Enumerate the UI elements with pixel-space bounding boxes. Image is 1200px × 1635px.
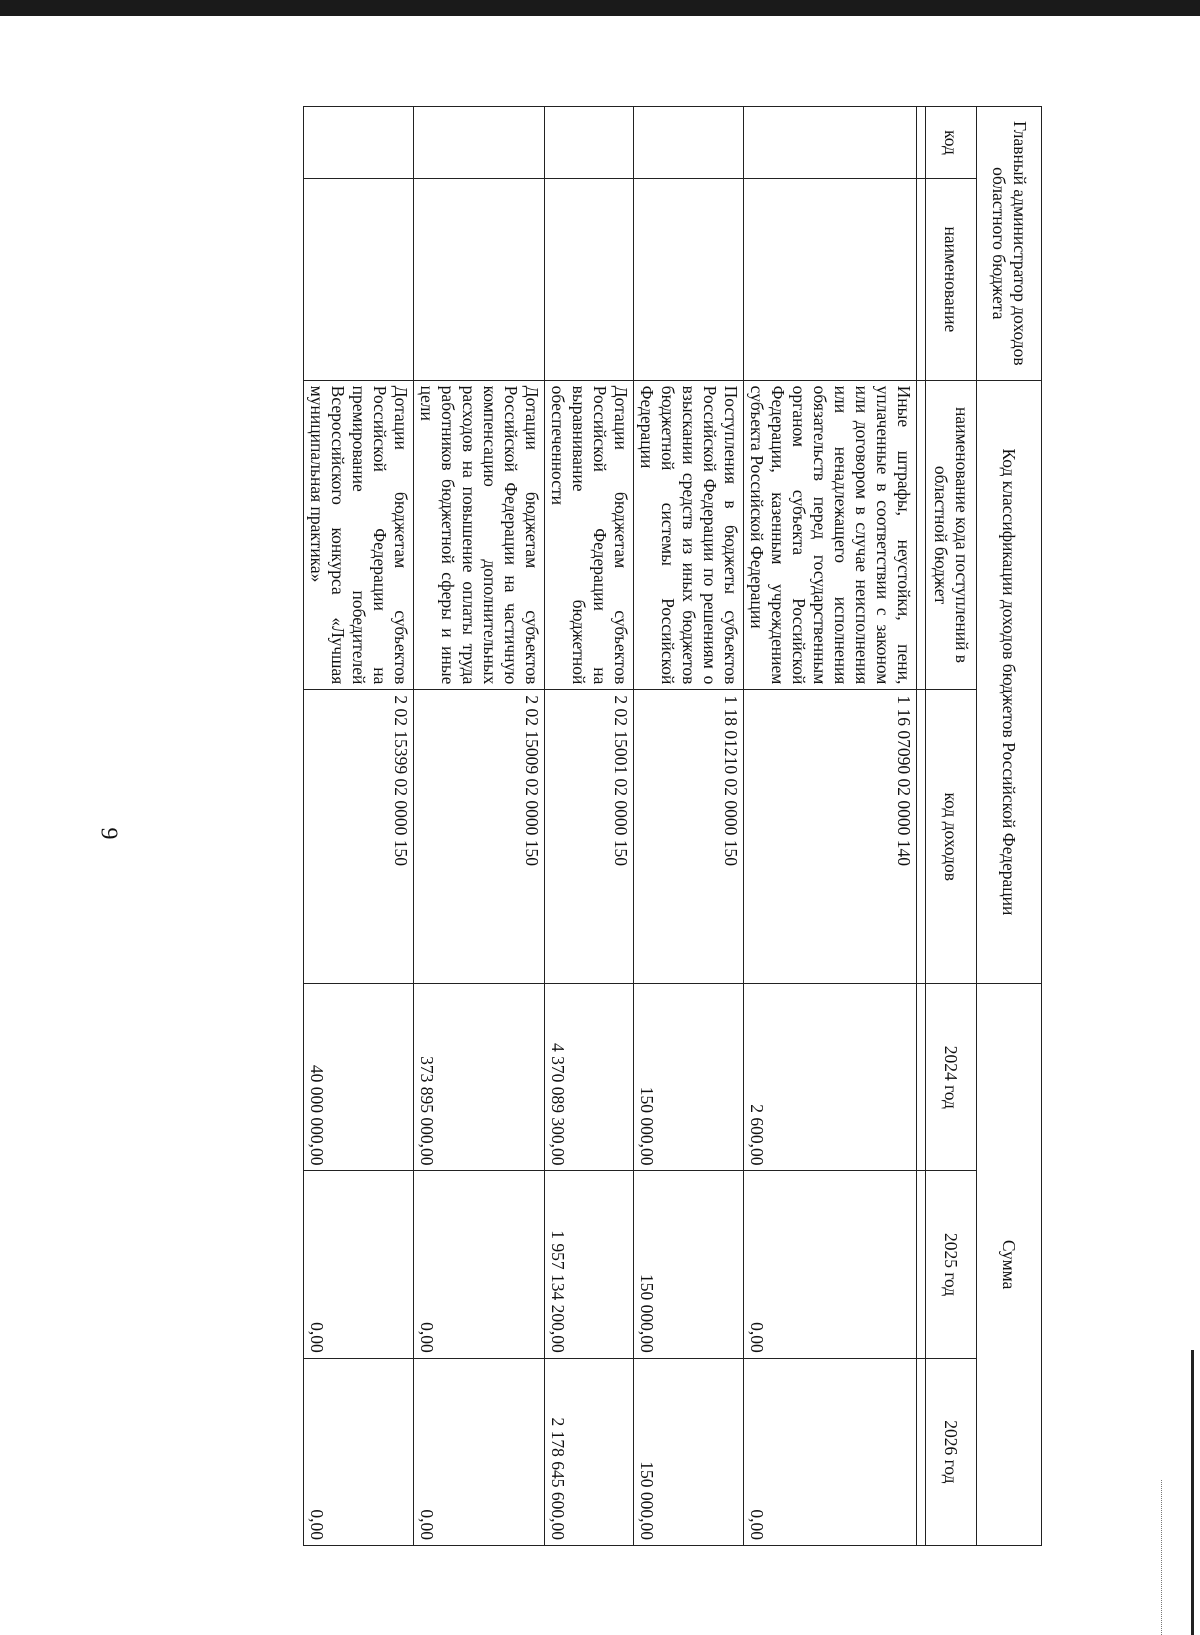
header-row-2: [926, 107, 977, 1546]
row-income-code: 2 02 15001 02 0000 150: [545, 690, 634, 984]
row-sum-2026: 150 000,00: [634, 1358, 744, 1545]
spacer-cell: [917, 984, 926, 1171]
header-code-name: наименование кода поступлений в областной бюджет: [926, 380, 977, 690]
row-sum-2025: 150 000,00: [634, 1171, 744, 1358]
header-main-admin: Главный администратор доходов областного бюджета: [977, 107, 1042, 381]
income-classification-table: [303, 106, 1042, 1546]
header-income-code: код доходов: [926, 690, 977, 984]
row-description: Дотации бюджетам субъектов Российской Федерации на премирование победителей Всероссийского конкурса «Лучшая муниципальная практика»: [304, 380, 414, 690]
row-description: Дотации бюджетам субъектов Российской Федерации на частичную компенсацию дополнительных расходов на повышение оплаты труда работников бюджетной сферы и иные цели: [414, 380, 545, 690]
header-classification: Код классификации доходов бюджетов Российской Федерации: [977, 380, 1042, 984]
header-sum: Сумма: [977, 984, 1042, 1546]
header-kod: код: [926, 107, 977, 179]
row-name: [634, 179, 744, 381]
spacer-cell: [917, 1171, 926, 1358]
row-kod: [414, 107, 545, 179]
header-row-spacer: [917, 107, 926, 1546]
spacer-cell: [917, 179, 926, 381]
header-2025: 2025 год: [926, 1171, 977, 1358]
table-row: [634, 107, 744, 1546]
spacer-cell: [917, 107, 926, 179]
header-row-1: [977, 107, 1042, 1546]
row-name: [744, 179, 917, 381]
row-kod: [744, 107, 917, 179]
header-naimenovanie: наименование: [926, 179, 977, 381]
row-sum-2024: 40 000 000,00: [304, 984, 414, 1171]
row-sum-2024: 373 895 000,00: [414, 984, 545, 1171]
header-2024: 2024 год: [926, 984, 977, 1171]
row-sum-2024: 4 370 089 300,00: [545, 984, 634, 1171]
top-scan-border: [0, 0, 1200, 16]
spacer-cell: [917, 380, 926, 690]
row-income-code: 2 02 15009 02 0000 150: [414, 690, 545, 984]
row-kod: [634, 107, 744, 179]
row-income-code: 1 18 01210 02 0000 150: [634, 690, 744, 984]
row-name: [414, 179, 545, 381]
row-sum-2026: 0,00: [414, 1358, 545, 1545]
header-2026: 2026 год: [926, 1358, 977, 1545]
spacer-cell: [917, 690, 926, 984]
row-description: Иные штрафы, неустойки, пени, уплаченные в соответствии с законом или договором в случае неисполнения или ненадлежащего исполнения обязательств перед государственным органом субъекта Российской Федерации, казенным учреждением субъекта Российской Федерации: [744, 380, 917, 690]
row-sum-2024: 150 000,00: [634, 984, 744, 1171]
row-income-code: 2 02 15399 02 0000 150: [304, 690, 414, 984]
rotated-table-wrapper: [157, 106, 1042, 1546]
scan-edge-dots: [1161, 1480, 1164, 1635]
table-row: [304, 107, 414, 1546]
row-description: Дотации бюджетам субъектов Российской Федерации на выравнивание бюджетной обеспеченности: [545, 380, 634, 690]
row-sum-2026: 0,00: [744, 1358, 917, 1545]
row-kod: [304, 107, 414, 179]
spacer-cell: [917, 1358, 926, 1545]
table-row: [414, 107, 545, 1546]
row-kod: [545, 107, 634, 179]
scan-edge-line: [1191, 1350, 1194, 1635]
table-row: [744, 107, 917, 1546]
row-income-code: 1 16 07090 02 0000 140: [744, 690, 917, 984]
row-sum-2025: 0,00: [414, 1171, 545, 1358]
page-number: 9: [95, 827, 122, 840]
row-name: [545, 179, 634, 381]
row-sum-2026: 2 178 645 600,00: [545, 1358, 634, 1545]
row-sum-2025: 1 957 134 200,00: [545, 1171, 634, 1358]
table-row: [545, 107, 634, 1546]
row-sum-2026: 0,00: [304, 1358, 414, 1545]
row-sum-2025: 0,00: [744, 1171, 917, 1358]
row-sum-2025: 0,00: [304, 1171, 414, 1358]
row-name: [304, 179, 414, 381]
row-sum-2024: 2 600,00: [744, 984, 917, 1171]
row-description: Поступления в бюджеты субъектов Российской Федерации по решениям о взыскании средств из иных бюджетов бюджетной системы Российской Федерации: [634, 380, 744, 690]
